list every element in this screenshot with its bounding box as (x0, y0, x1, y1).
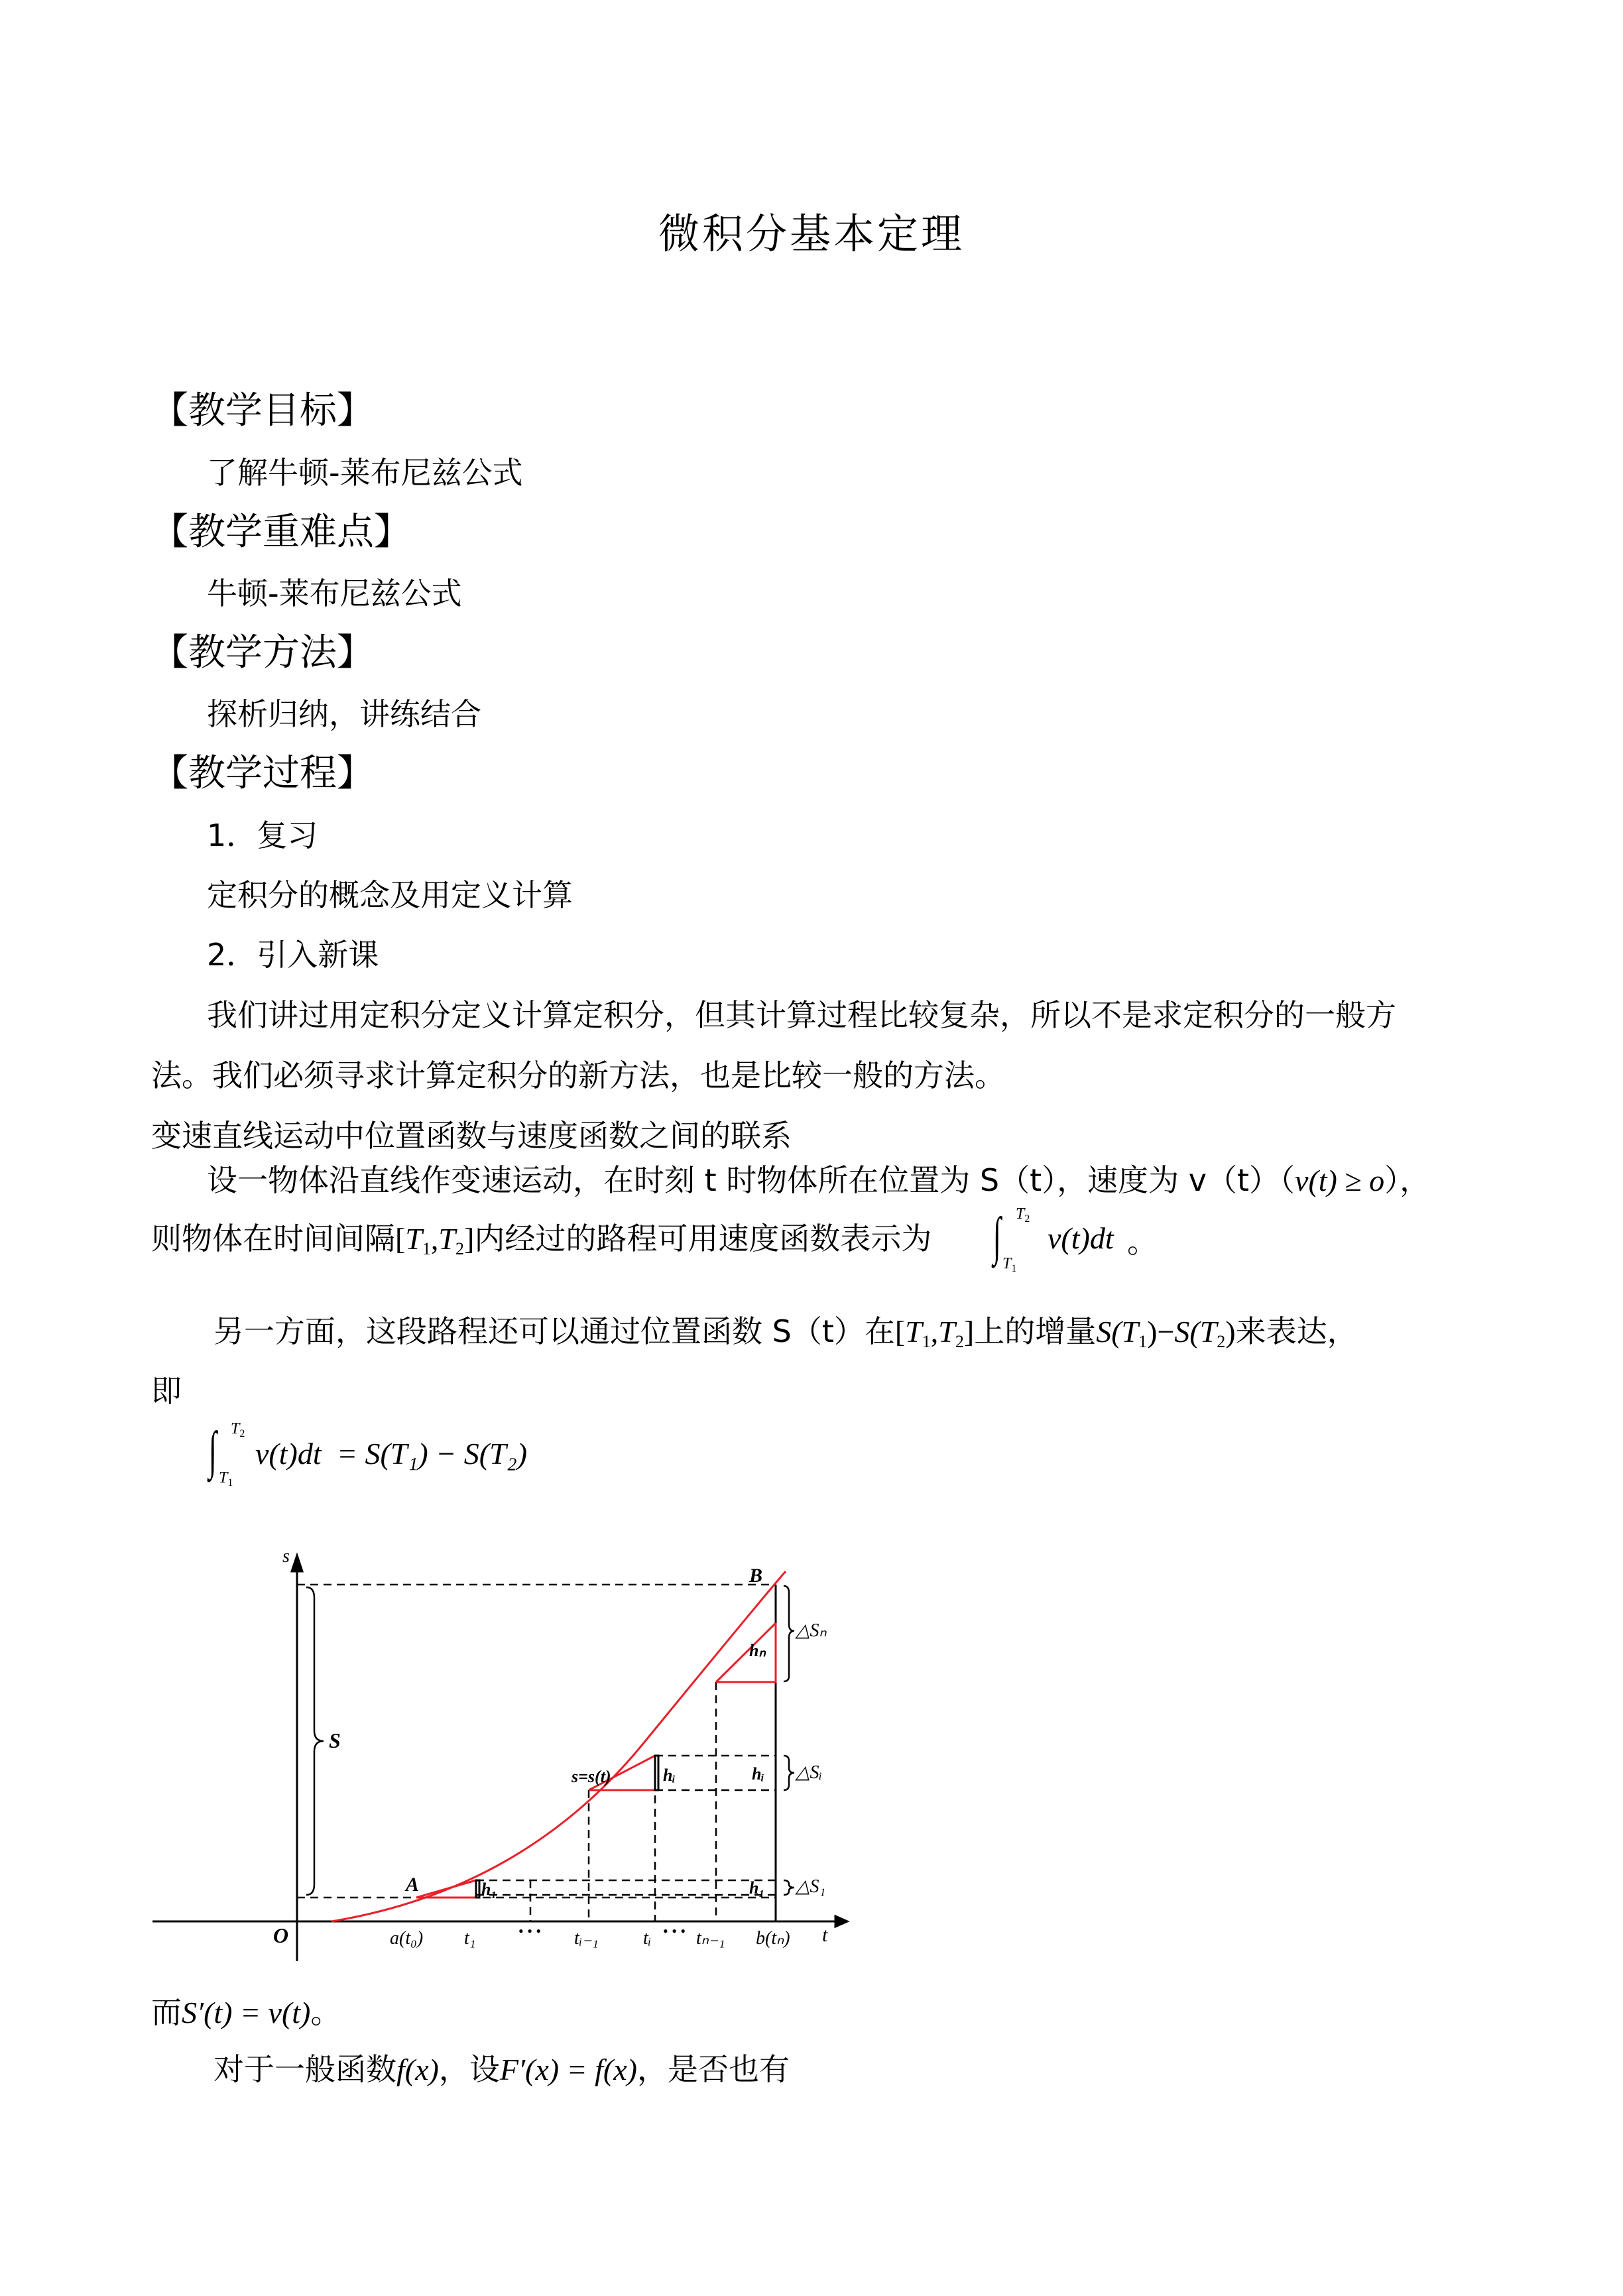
integrand-inline: v(t)dt (1048, 1221, 1114, 1255)
dSi-label: △Sᵢ (796, 1762, 822, 1783)
derivative-relation: S′(t) = v(t) (182, 1996, 311, 2029)
brace-S (306, 1587, 324, 1895)
page-title: 微积分基本定理 (658, 210, 965, 258)
increment-t1-sub: 1 (1138, 1332, 1148, 1351)
para2-end: 。 (1127, 1224, 1158, 1260)
integrand-display: v(t)dt (255, 1437, 322, 1471)
tangent-triangles (416, 1623, 776, 1898)
integral-sign-display: ∫ (208, 1421, 217, 1480)
interval2-t1: T (905, 1315, 922, 1349)
intro-line-1: 我们讲过用定积分定义计算定积分，但其计算过程比较复杂，所以不是求定积分的一般方 (207, 997, 1396, 1033)
interval2-t2: T (938, 1315, 955, 1349)
intro-line-2: 法。我们必须寻求计算定积分的新方法，也是比较一般的方法。 (151, 1057, 1005, 1093)
step1-label: 1．复习 (207, 817, 318, 853)
heading-key-points: 【教学重难点】 (151, 511, 411, 554)
increment-s-t1: S(T (1096, 1315, 1139, 1349)
antiderivative-relation: F′(x) = f(x) (499, 2053, 637, 2086)
hi-right-label: hᵢ (752, 1764, 764, 1783)
para3-text-b: 上的增量 (974, 1313, 1097, 1349)
interval-t2: T (438, 1222, 456, 1256)
after-figure-line (151, 1994, 341, 2030)
increment-rparen2: ) (1225, 1315, 1236, 1349)
brace-dSn (784, 1586, 794, 1681)
tick-tn-minus-1-label: tₙ₋₁ (696, 1928, 725, 1949)
dSn-label: △Sₙ (796, 1620, 827, 1641)
review-text: 定积分的概念及用定义计算 (207, 877, 573, 913)
last-text-a: 对于一般函数 (213, 2051, 396, 2087)
interval2-open: [ (894, 1315, 906, 1349)
method-text: 探析归纳，讲练结合 (207, 696, 481, 732)
para1-text-a: 设一物体沿直线作变速运动，在时刻 t 时物体所在位置为 S（t），速度为 v（t）（ (207, 1162, 1295, 1198)
display-rhs: = S(T₁) − S(T₂) (337, 1437, 528, 1471)
subtitle-motion: 变速直线运动中位置函数与速度函数之间的联系 (151, 1118, 792, 1154)
key-text: 牛顿-莱布尼兹公式 (207, 575, 462, 611)
hi-box (655, 1756, 658, 1790)
interval-close: ] (464, 1222, 475, 1256)
dashed-guides (297, 1585, 776, 1921)
velocity-condition: v(t) ≥ o (1295, 1164, 1385, 1197)
para1-line2 (151, 1223, 932, 1258)
para1-line1 (207, 1162, 1431, 1198)
interval-t1: T (405, 1222, 422, 1256)
point-B-label: B (749, 1565, 763, 1587)
brace-dSi (784, 1756, 794, 1790)
integral-lower-inline: $T_1$ (1002, 1255, 1017, 1274)
last-text-c: ，是否也有 (636, 2051, 790, 2087)
motion-figure (152, 1545, 869, 1989)
t-axis-arrow (835, 1916, 847, 1927)
integral-upper-display: $T_2$ (231, 1420, 245, 1439)
heading-methods: 【教学方法】 (151, 631, 374, 674)
interval2-sep: , (930, 1315, 939, 1349)
axis-s-label: s (282, 1546, 290, 1567)
origin-label: O (273, 1923, 289, 1947)
last-line (213, 2051, 790, 2087)
tick-ti-label: tᵢ (643, 1928, 652, 1949)
brace-S-label: S (329, 1728, 341, 1752)
heading-goals: 【教学目标】 (151, 389, 374, 432)
integral-sign-inline: ∫ (992, 1207, 1001, 1266)
heading-process: 【教学过程】 (151, 752, 374, 795)
integral-lower-display: $T_1$ (219, 1469, 233, 1488)
position-curve (331, 1571, 786, 1921)
para1-text-b: ）， (1384, 1162, 1431, 1198)
interval2-t1-sub: 1 (922, 1332, 931, 1351)
interval-sep: , (430, 1222, 439, 1256)
tick-dots-2: • • • (663, 1923, 686, 1939)
interval-t1-sub: 1 (422, 1239, 431, 1258)
tick-t1-label: t₁ (464, 1928, 476, 1949)
para2-text-a: 则物体在时间间隔 (151, 1221, 395, 1256)
interval2-close: ] (963, 1315, 975, 1349)
tick-a-label: a(t₀) (390, 1928, 424, 1949)
integral-upper-inline: $T_2$ (1016, 1205, 1030, 1225)
axis-t-label: t (822, 1924, 828, 1946)
tick-ti-minus-1-label: tᵢ₋₁ (574, 1928, 599, 1949)
interval-open: [ (395, 1222, 406, 1256)
para3-ji: 即 (151, 1373, 182, 1409)
increment-s-t2: S(T (1174, 1315, 1217, 1349)
after-text-end: 。 (310, 1994, 341, 2030)
tick-b-label: b(tₙ) (756, 1928, 790, 1949)
last-text-b: ，设 (438, 2051, 500, 2087)
para3-text-c: 来表达， (1235, 1313, 1358, 1349)
brace-dS1 (784, 1880, 794, 1895)
s-axis-arrow (292, 1555, 302, 1571)
point-A-label: A (406, 1874, 420, 1896)
para3-line1 (213, 1313, 1358, 1351)
interval2-t2-sub: 2 (955, 1332, 964, 1351)
step2-label: 2．引入新课 (207, 937, 379, 973)
function-fx: f(x) (396, 2053, 439, 2086)
hn-label: hₙ (749, 1641, 766, 1660)
increment-t2-sub: 2 (1217, 1332, 1226, 1351)
interval-t2-sub: 2 (455, 1239, 465, 1258)
dS1-label: △S₁ (796, 1876, 826, 1897)
increment-minus: − (1157, 1315, 1175, 1349)
after-text-a: 而 (151, 1994, 182, 2030)
increment-rparen1: ) (1147, 1315, 1158, 1349)
curve-label: s=s(t) (571, 1767, 611, 1786)
h1-right-label: h₁ (749, 1878, 765, 1898)
para2-text-b: 内经过的路程可用速度函数表示为 (474, 1221, 932, 1256)
hi-label: hᵢ (663, 1766, 676, 1785)
h1-label: h₁ (481, 1880, 497, 1899)
para3-text-a: 另一方面，这段路程还可以通过位置函数 S（t）在 (213, 1313, 895, 1349)
tick-dots-1: • • • (518, 1923, 542, 1939)
goal-text: 了解牛顿-莱布尼兹公式 (207, 455, 523, 491)
